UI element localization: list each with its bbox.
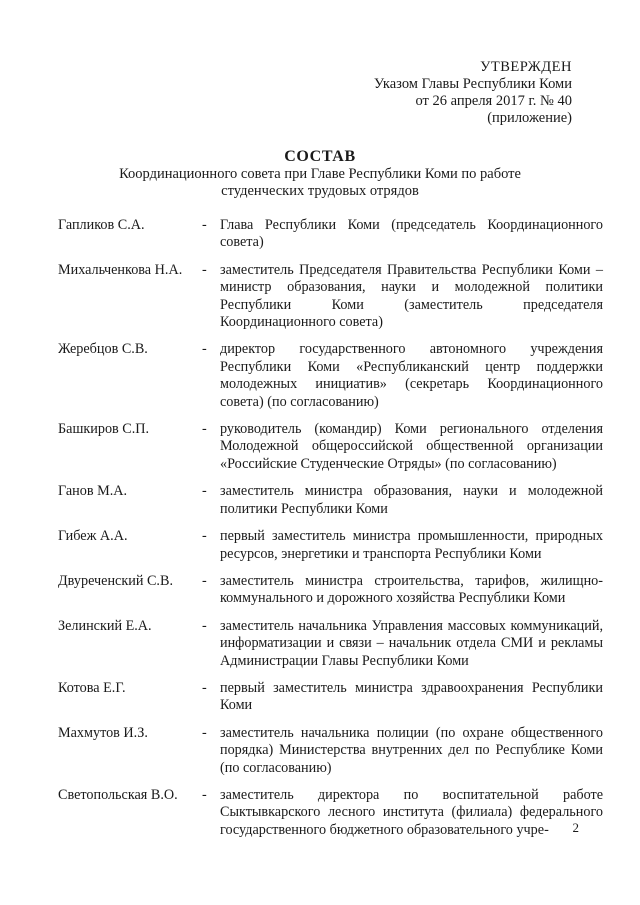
member-name: Жеребцов С.В. xyxy=(58,341,148,358)
member-dash: - xyxy=(202,679,207,696)
member-dash: - xyxy=(202,421,207,438)
member-dash: - xyxy=(202,341,207,358)
member-name: Котова Е.Г. xyxy=(58,679,126,696)
approval-date: от 26 апреля 2017 г. № 40 xyxy=(415,93,572,109)
member-dash: - xyxy=(202,483,207,500)
approval-appendix: (приложение) xyxy=(487,110,572,126)
approval-decree: Указом Главы Республики Коми xyxy=(373,76,572,92)
member-role: первый заместитель министра здравоохранения Республики Коми xyxy=(220,679,603,714)
member-row xyxy=(58,680,603,715)
member-row xyxy=(58,573,603,608)
member-role: заместитель начальника полиции (по охране общественного порядка) Министерства внутренних дел по Республике Коми (по согласованию) xyxy=(220,724,603,776)
member-name: Ганов М.А. xyxy=(58,483,128,500)
subtitle-line-2: студенческих трудовых отрядов xyxy=(221,183,419,199)
member-row xyxy=(58,421,603,473)
member-row xyxy=(58,725,603,777)
member-role: заместитель министра образования, науки и молодежной политики Республики Коми xyxy=(220,483,603,517)
member-row xyxy=(58,528,603,563)
member-role: первый заместитель министра промышленности, природных ресурсов, энергетики и транспорта Республики Коми xyxy=(220,528,603,562)
document-title: СОСТАВ xyxy=(284,148,356,165)
member-name: Двуреченский С.В. xyxy=(58,572,173,589)
document-subtitle xyxy=(100,166,540,200)
approval-stamp xyxy=(374,59,572,127)
member-role: заместитель начальника Управления массовых коммуникаций, информатизации и связи – начальник отдела СМИ и рекламы Администрации Главы Республики Коми xyxy=(220,617,603,669)
member-dash: - xyxy=(202,528,207,545)
member-row xyxy=(58,483,603,518)
member-role: руководитель (командир) Коми регионального отделения Молодежной общероссийской общественной организации «Российские Студенческие Отряды» (по согласованию) xyxy=(220,421,603,472)
member-dash: - xyxy=(202,572,207,589)
member-dash: - xyxy=(202,724,207,741)
page-number: 2 xyxy=(572,820,579,835)
member-name: Зелинский Е.А. xyxy=(58,617,152,634)
member-role: Глава Республики Коми (председатель Координационного совета) xyxy=(220,217,603,251)
member-name: Михальченкова Н.А. xyxy=(58,261,183,278)
member-dash: - xyxy=(202,786,207,803)
member-role: заместитель директора по воспитательной работе Сыктывкарского лесного института (филиала) федерального государственного бюджетного образовательного учре- xyxy=(220,786,603,838)
member-name: Башкиров С.П. xyxy=(58,421,150,438)
member-name: Махмутов И.З. xyxy=(58,724,148,741)
member-list xyxy=(58,217,603,849)
member-role: директор государственного автономного учреждения Республики Коми «Республиканский центр поддержки молодежных инициатив» (секретарь Координационного совета) (по согласованию) xyxy=(220,341,603,410)
subtitle-line-1: Координационного совета при Главе Республики Коми по работе xyxy=(119,166,521,182)
member-row xyxy=(58,341,603,411)
approval-heading: УТВЕРЖДЕН xyxy=(480,59,572,75)
member-role: заместитель министра строительства, тарифов, жилищно-коммунального и дорожного хозяйства Республики Коми xyxy=(220,572,603,607)
member-dash: - xyxy=(202,217,207,233)
member-role: заместитель Председателя Правительства Республики Коми – министр образования, науки и молодежной политики Республики Коми (заместитель председателя Координационного совета) xyxy=(220,261,603,331)
member-row xyxy=(58,262,603,332)
member-row xyxy=(58,787,603,839)
member-dash: - xyxy=(202,261,207,278)
member-name: Гибеж А.А. xyxy=(58,528,128,545)
member-name: Гапликов С.А. xyxy=(58,217,145,233)
member-row xyxy=(58,217,603,252)
member-name: Светопольская В.О. xyxy=(58,786,178,803)
member-row xyxy=(58,618,603,670)
member-dash: - xyxy=(202,617,207,634)
